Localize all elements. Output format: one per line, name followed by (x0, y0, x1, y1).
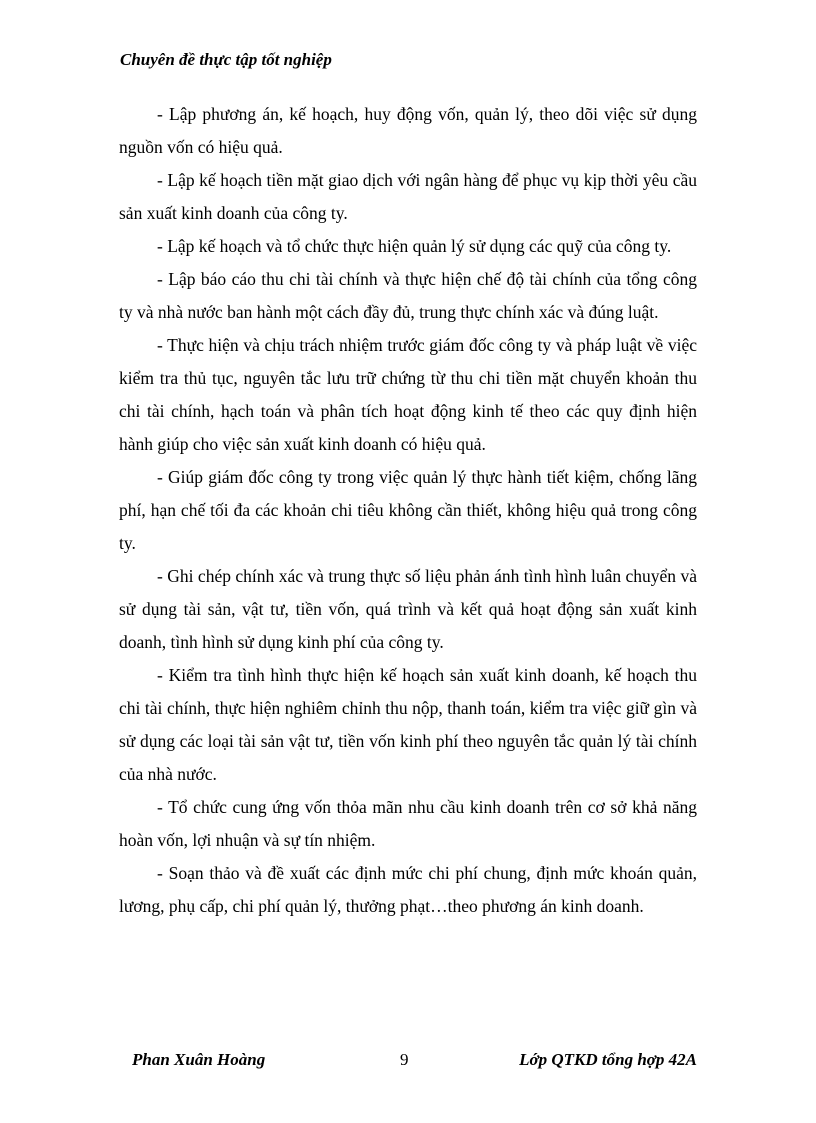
page-header-title: Chuyên đề thực tập tốt nghiệp (120, 50, 332, 69)
paragraph: - Soạn thảo và đề xuất các định mức chi phí chung, định mức khoán quản, lương, phụ cấp, chi phí quản lý, thưởng phạt…theo phương án kinh doanh. (119, 863, 697, 916)
page-footer (0, 1050, 816, 1074)
paragraph: - Kiểm tra tình hình thực hiện kế hoạch sản xuất kinh doanh, kế hoạch thu chi tài chính, thực hiện nghiêm chỉnh thu nộp, thanh toán, kiểm tra việc giữ gìn và sử dụng các loại tài sản vật tư, tiền vốn kinh phí theo nguyên tắc quản lý tài chính của nhà nước. (119, 665, 697, 784)
paragraph: - Lập phương án, kế hoạch, huy động vốn, quản lý, theo dõi việc sử dụng nguồn vốn có hiệu quả. (119, 104, 697, 157)
body-text (119, 98, 697, 923)
paragraph: - Giúp giám đốc công ty trong việc quản lý thực hành tiết kiệm, chống lãng phí, hạn chế tối đa các khoản chi tiêu không cần thiết, không hiệu quả trong công ty. (119, 467, 697, 553)
paragraph: - Tổ chức cung ứng vốn thỏa mãn nhu cầu kinh doanh trên cơ sở khả năng hoàn vốn, lợi nhuận và sự tín nhiệm. (119, 797, 697, 850)
paragraph: - Thực hiện và chịu trách nhiệm trước giám đốc công ty và pháp luật về việc kiểm tra thủ tục, nguyên tắc lưu trữ chứng từ thu chi tiền mặt chuyển khoản thu chi tài chính, hạch toán và phân tích hoạt động kinh tế theo các quy định hiện hành giúp cho việc sản xuất kinh doanh có hiệu quả. (119, 335, 697, 454)
paragraph: - Ghi chép chính xác và trung thực số liệu phản ánh tình hình luân chuyển và sử dụng tài sản, vật tư, tiền vốn, quá trình và kết quả hoạt động sản xuất kinh doanh, tình hình sử dụng kinh phí của công ty. (119, 566, 697, 652)
page-number: 9 (400, 1050, 409, 1069)
footer-class-label: Lớp QTKD tổng hợp 42A (519, 1050, 697, 1069)
footer-author: Phan Xuân Hoàng (132, 1050, 266, 1069)
paragraph: - Lập kế hoạch tiền mặt giao dịch với ngân hàng để phục vụ kịp thời yêu cầu sản xuất kinh doanh của công ty. (119, 170, 697, 223)
paragraph: - Lập báo cáo thu chi tài chính và thực hiện chế độ tài chính của tổng công ty và nhà nước ban hành một cách đầy đủ, trung thực chính xác và đúng luật. (119, 269, 697, 322)
paragraph: - Lập kế hoạch và tổ chức thực hiện quản lý sử dụng các quỹ của công ty. (157, 236, 672, 256)
